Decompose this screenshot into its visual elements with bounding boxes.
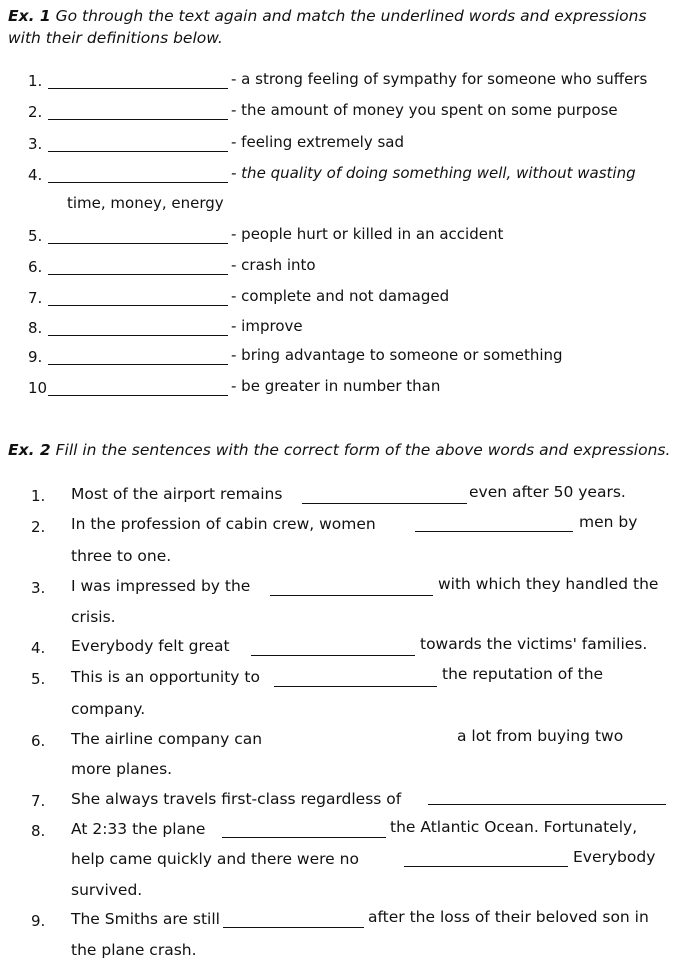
- sentence-9-blank[interactable]: [223, 927, 364, 928]
- sentence-2-part-b: men by: [579, 513, 638, 531]
- answer-blank[interactable]: [48, 151, 228, 152]
- answer-blank[interactable]: [48, 364, 228, 365]
- answer-blank[interactable]: [48, 119, 228, 120]
- sentence-number: 4.: [31, 639, 46, 657]
- sentence-5-blank[interactable]: [274, 686, 437, 687]
- sentence-number: 7.: [31, 792, 46, 810]
- sentence-number: 2.: [31, 518, 46, 536]
- sentence-4-part-a: Everybody felt great: [71, 637, 230, 655]
- sentence-8-part-d: Everybody: [573, 848, 656, 866]
- answer-blank[interactable]: [48, 395, 228, 396]
- definition: - a strong feeling of sympathy for someone who suffers: [231, 70, 648, 88]
- sentence-number: 9.: [31, 912, 46, 930]
- sentence-1-blank[interactable]: [302, 503, 467, 504]
- definition: - crash into: [231, 256, 316, 274]
- match-number: 3.: [28, 135, 43, 153]
- exercise-1-instruction-line1: Go through the text again and match the underlined words and expressions: [55, 7, 647, 25]
- sentence-4-blank[interactable]: [251, 655, 415, 656]
- answer-blank[interactable]: [48, 88, 228, 89]
- sentence-3-blank[interactable]: [270, 595, 433, 596]
- sentence-9-part-c: the plane crash.: [71, 941, 197, 959]
- match-number: 1.: [28, 72, 43, 90]
- definition: - be greater in number than: [231, 377, 441, 395]
- sentence-5-part-a: This is an opportunity to: [71, 668, 260, 686]
- answer-blank[interactable]: [48, 182, 228, 183]
- sentence-number: 5.: [31, 670, 46, 688]
- match-number: 5.: [28, 227, 43, 245]
- definition: - people hurt or killed in an accident: [231, 225, 504, 243]
- definition: - the quality of doing something well, without wasting: [231, 164, 636, 182]
- sentence-7-part-a: She always travels first-class regardless of: [71, 790, 402, 808]
- definition: - the amount of money you spent on some purpose: [231, 101, 618, 119]
- answer-blank[interactable]: [48, 243, 228, 244]
- sentence-3-part-c: crisis.: [71, 608, 116, 626]
- definition: - improve: [231, 317, 303, 335]
- exercise-1-instruction-line2: with their definitions below.: [8, 29, 223, 47]
- sentence-8-part-a: At 2:33 the plane: [71, 820, 206, 838]
- sentence-1-part-a: Most of the airport remains: [71, 485, 283, 503]
- match-number: 2.: [28, 103, 43, 121]
- sentence-number: 8.: [31, 822, 46, 840]
- match-number: 10: [28, 379, 48, 397]
- sentence-8-part-e: survived.: [71, 881, 143, 899]
- sentence-8-part-b: the Atlantic Ocean. Fortunately,: [390, 818, 638, 836]
- exercise-1-label: Ex. 1: [8, 7, 51, 25]
- exercise-2-label: Ex. 2: [8, 441, 51, 459]
- exercise-2-instructions: [8, 439, 688, 461]
- sentence-3-part-b: with which they handled the: [438, 575, 659, 593]
- answer-blank[interactable]: [48, 305, 228, 306]
- sentence-8-blank-1[interactable]: [222, 837, 386, 838]
- match-number: 9.: [28, 348, 43, 366]
- sentence-6-part-b: a lot from buying two: [457, 727, 624, 745]
- definition: - bring advantage to someone or something: [231, 346, 563, 364]
- sentence-7-blank[interactable]: [428, 804, 666, 805]
- sentence-8-part-c: help came quickly and there were no: [71, 850, 359, 868]
- sentence-3-part-a: I was impressed by the: [71, 577, 251, 595]
- sentence-5-part-c: company.: [71, 700, 146, 718]
- match-number: 7.: [28, 289, 43, 307]
- definition: - feeling extremely sad: [231, 133, 405, 151]
- sentence-6-part-a: The airline company can: [71, 730, 263, 748]
- definition: - complete and not damaged: [231, 287, 450, 305]
- sentence-2-blank[interactable]: [415, 531, 573, 532]
- sentence-6-part-c: more planes.: [71, 760, 173, 778]
- sentence-number: 6.: [31, 732, 46, 750]
- exercise-1-instructions: [8, 5, 678, 49]
- exercise-2-instruction: Fill in the sentences with the correct form of the above words and expressions.: [55, 441, 671, 459]
- answer-blank[interactable]: [48, 335, 228, 336]
- definition-continuation: time, money, energy: [67, 194, 224, 212]
- sentence-number: 3.: [31, 579, 46, 597]
- sentence-4-part-b: towards the victims' families.: [420, 635, 648, 653]
- sentence-1-part-b: even after 50 years.: [469, 483, 626, 501]
- match-number: 4.: [28, 166, 43, 184]
- sentence-9-part-b: after the loss of their beloved son in: [368, 908, 649, 926]
- answer-blank[interactable]: [48, 274, 228, 275]
- sentence-5-part-b: the reputation of the: [442, 665, 604, 683]
- sentence-number: 1.: [31, 487, 46, 505]
- match-number: 8.: [28, 319, 43, 337]
- sentence-9-part-a: The Smiths are still: [71, 910, 220, 928]
- sentence-2-part-c: three to one.: [71, 547, 172, 565]
- sentence-8-blank-2[interactable]: [404, 866, 568, 867]
- match-number: 6.: [28, 258, 43, 276]
- sentence-2-part-a: In the profession of cabin crew, women: [71, 515, 376, 533]
